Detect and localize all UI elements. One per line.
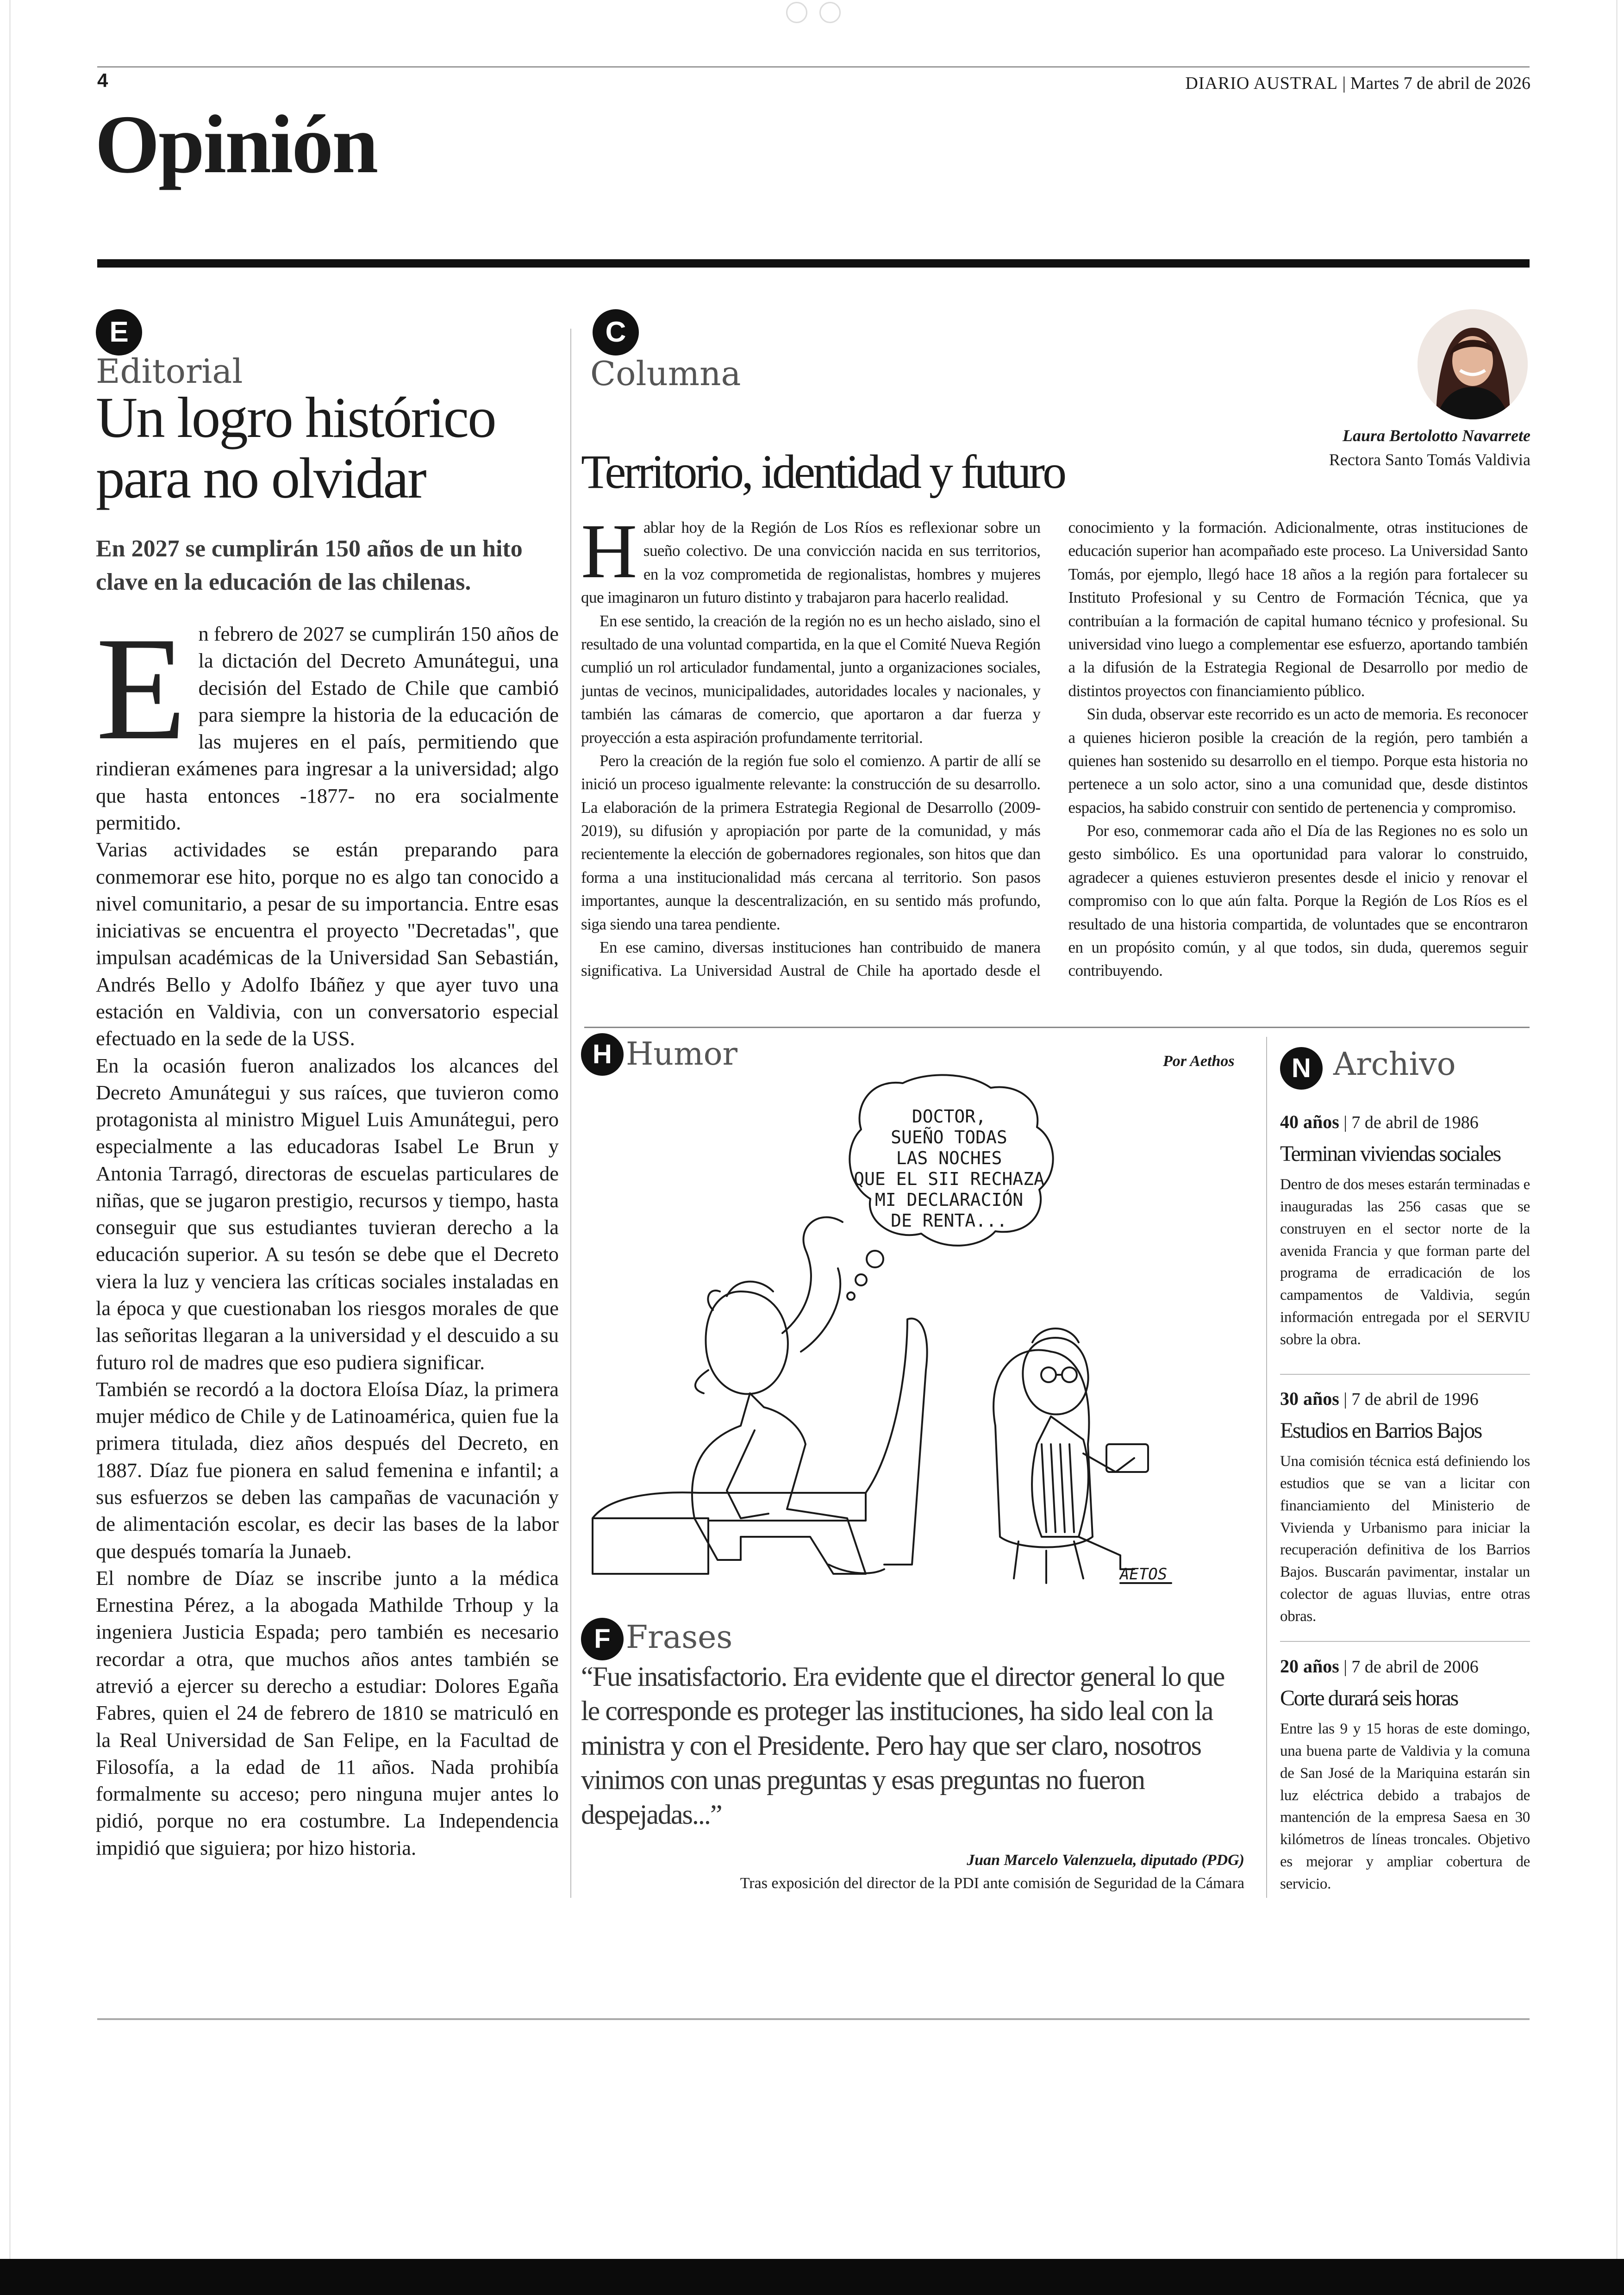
editorial-paragraph: También se recordó a la doctora Eloísa Díaz, la primera mujer médico de Chile y de Latinoamérica, quien fue la primera titulada, diez años después del Decreto, en 1887. Díaz fue pionera en salud femenina e infantil; a sus esfuerzos se deben las campañas de vacunación y de alimentación escolar, es decir las bases de la labor que después tomaría la Junaeb. — [96, 1377, 559, 1563]
footer-rule — [97, 2018, 1530, 2020]
humor-kicker: Humor — [626, 1036, 738, 1073]
editorial-paragraph: Varias actividades se están preparando para conmemorar ese hito, porque no es algo tan conocido a nivel comunitario, a pesar de su importancia. Entre esas iniciativas se encuentra el proyecto "Decretadas", que impulsan académicas de la Universidad San Sebastián, Andrés Bello y Adolfo Ibáñez y que ayer tuvo una estación en Valdivia, con un conversatorio especial efectuado en la sede de la USS. — [96, 838, 559, 1050]
archivo-date: 7 de abril de 1996 — [1351, 1390, 1479, 1409]
header-rule — [97, 66, 1530, 68]
frases-author: Juan Marcelo Valenzuela, diputado (PDG) — [967, 1852, 1244, 1869]
column-body — [581, 508, 1528, 983]
author-name: Laura Bertolotto Navarrete — [1343, 426, 1530, 445]
archivo-title: Terminan viviendas sociales — [1280, 1141, 1500, 1166]
column-paragraph: Por eso, conmemorar cada año el Día de las Regiones no es solo un gesto simbólico. Es una oportunidad para valorar lo construido, agradecer a quienes estuvieron presentes desde el inicio y renovar el compromiso con lo que aún falta. Porque la Región de Los Ríos es el resultado de una historia compartida, de voluntades que se encontraron en un propósito común, y al que todos, sin duda, queremos seguir contribuyendo. — [1068, 822, 1528, 980]
speech-line: MI DECLARACIÓN — [874, 1190, 1024, 1210]
cartoonist-signature: AETOS — [1119, 1565, 1168, 1584]
archivo-kicker: Archivo — [1333, 1046, 1456, 1083]
archivo-date-line: 30 años | 7 de abril de 1996 — [1280, 1388, 1479, 1409]
cartoon-illustration — [588, 1074, 1255, 1611]
speech-line: QUE EL SII RECHAZA — [854, 1169, 1044, 1189]
frases-badge-icon: F — [581, 1618, 624, 1660]
archivo-item — [1280, 1655, 1530, 1896]
frases-quote: “Fue insatisfactorio. Era evidente que el director general lo que le corresponde es proteger las instituciones, ha sido leal con la ministra y con el Presidente. Pero hay que ser claro, nosotros vinimos con unas preguntas y esas preguntas no fueron despejadas...” — [581, 1661, 1224, 1830]
frases-kicker: Frases — [626, 1619, 733, 1656]
archivo-item — [1280, 1111, 1530, 1351]
archivo-badge-icon: N — [1280, 1047, 1323, 1090]
speech-line: SUEÑO TODAS — [891, 1127, 1007, 1148]
editorial-kicker: Editorial — [96, 352, 243, 391]
archivo-body: Una comisión técnica está definiendo los estudios que se van a licitar con financiamiento del Ministerio de Vivienda y Urbanismo para iniciar la recuperación definitiva de los Barrios Bajos. Buscarán pavimentar, instalar un colector de aguas lluvias, entre otras obras. — [1280, 1453, 1530, 1625]
archivo-date-line: 40 años | 7 de abril de 1986 — [1280, 1111, 1479, 1132]
issue-date: Martes 7 de abril de 2026 — [1350, 74, 1530, 93]
column-title: Territorio, identidad y futuro — [581, 445, 1065, 499]
newspaper-name: DIARIO AUSTRAL — [1185, 74, 1338, 93]
page-number: 4 — [97, 69, 108, 91]
editorial-lead: En 2027 se cumplirán 150 años de un hito clave en la educación de las chilenas. — [96, 536, 523, 595]
archivo-divider — [1280, 1374, 1530, 1375]
editorial-paragraph: n febrero de 2027 se cumplirán 150 años de la dictación del Decreto Amunátegui, una decisión del Estado de Chile que cambió para siempre la historia de la educación de las mujeres en el país, permitiendo que rindieran exámenes para ingresar a la universidad; algo que hasta entonces -1877- no era socialmente permitido. — [96, 622, 559, 834]
column-kicker: Columna — [590, 354, 741, 393]
author-role: Rectora Santo Tomás Valdivia — [1329, 450, 1530, 469]
column-dropcap: H — [581, 508, 637, 594]
speech-line: DOCTOR, — [912, 1106, 987, 1127]
archivo-body: Entre las 9 y 15 horas de este domingo, una buena parte de Valdivia y la comuna de San José de la Mariquina estarán sin luz eléctrica debido a trabajos de mantención de la empresa Saesa en 30 kilómetros de líneas troncales. Objetivo es mejorar y ampliar cobertura de servicio. — [1280, 1721, 1530, 1892]
section-rule — [97, 259, 1530, 268]
archivo-years: 40 años — [1280, 1111, 1339, 1132]
column-divider — [1266, 1037, 1267, 1898]
archivo-date: 7 de abril de 1986 — [1351, 1113, 1479, 1132]
speech-line: LAS NOCHES — [896, 1148, 1002, 1168]
column-paragraph: Hablar hoy de la Región de Los Ríos es reflexionar sobre un sueño colectivo. De una convicción nacida en sus territorios, en la voz comprometida de regionalistas, hombres y mujeres que imaginaron un futuro distinto y trabajaron para hacerlo realidad. — [581, 508, 1041, 607]
column-paragraph: Sin duda, observar este recorrido es un acto de memoria. Es reconocer a quienes hicieron posible la creación de la región, pero también a quienes han sostenido su desarrollo en el tiempo. Porque esta historia no pertenece a un solo actor, sino a una comunidad que, desde distintos espacios, ha sabido construir con sentido de pertenencia y compromiso. — [1068, 705, 1528, 817]
editorial-dropcap: E — [96, 607, 187, 771]
archivo-title: Corte durará seis horas — [1280, 1686, 1458, 1710]
humor-badge-icon: H — [581, 1033, 624, 1076]
archivo-title: Estudios en Barrios Bajos — [1280, 1418, 1481, 1443]
masthead: DIARIO AUSTRAL | Martes 7 de abril de 2026 — [1185, 74, 1530, 93]
ghost-circle-icon — [786, 2, 807, 23]
editorial-paragraph: En la ocasión fueron analizados los alcances del Decreto Amunátegui y sus raíces, que tuvieron como protagonista al ministro Miguel Luis Amunátegui, pero especialmente a las educadoras Isabel Le Brun y Antonia Tarragó, directoras de escuelas particulares de niñas, que se jugaron prestigio, recursos y tiempo, hasta conseguir que sus estudiantes tuvieran derecho a la educación superior. A su tesón se debe que el Decreto viera la luz y venciera las críticas sociales instaladas en la época y que cuestionaban los riesgos morales de que las señoritas llegaran a la universidad y el descuido a su futuro rol de madres que eso pudiera significar. — [96, 1054, 559, 1374]
archivo-date: 7 de abril de 2006 — [1351, 1657, 1479, 1677]
archivo-item — [1280, 1388, 1530, 1628]
column-paragraph: Pero la creación de la región fue solo el comienzo. A partir de allí se inició un proceso igualmente relevante: la construcción de su desarrollo. La elaboración de la primera Estrategia Regional de Desarrollo (2009-2019), su difusión y apropiación por parte de la comunidad, y más recientemente la elección de gobernadores regionales, son hitos que dan forma a una institucionalidad más cercana al territorio. Son pasos importantes, aunque la descentralización, en su sentido más profundo, siga siendo una tarea pendiente. — [581, 751, 1041, 933]
column-paragraph: En ese camino, diversas instituciones han contribuido de manera significativa. La Universidad Austral de Chile ha aportado desde el conocimiento y la formación. Adicionalmente, otras instituciones de educación superior han acompañado este proceso. La Universidad Santo Tomás, por ejemplo, llegó hace 18 años a la región para fortalecer su Instituto Profesional y su Centro de Formación Técnica, que ya contribuían a la formación de capital humano técnico y profesional. Su universidad vino luego a complementar ese esfuerzo, aportando también a la difusión de la Estrategia Regional de Desarrollo por medio de distintos proyectos con financiamiento público. — [581, 518, 1528, 980]
section-divider — [584, 1027, 1530, 1028]
archivo-years: 20 años — [1280, 1656, 1339, 1677]
archivo-years: 30 años — [1280, 1388, 1339, 1409]
column-badge-icon: C — [593, 309, 639, 355]
archivo-date-line: 20 años | 7 de abril de 2006 — [1280, 1656, 1479, 1677]
archivo-body: Dentro de dos meses estarán terminadas e inauguradas las 256 casas que se construyen en el sector norte de la avenida Francia y que forman parte del programa de erradicación de los campamentos de Valdivia, según información entregada por el SERVIU sobre la obra. — [1280, 1176, 1530, 1348]
column-paragraph: En ese sentido, la creación de la región no es un hecho aislado, sino el resultado de una voluntad compartida, en la que el Comité Nueva Región cumplió un rol articulador fundamental, junto a organizaciones sociales, juntas de vecinos, municipalidades, autoridades locales y nacionales, y también las cámaras de comercio, que aportaron a dar fuerza y proyección a esta aspiración profundamente territorial. — [581, 611, 1041, 747]
editorial-body — [96, 607, 559, 1861]
editorial-title: Un logro histórico para no olvidar — [96, 386, 495, 511]
archivo-divider — [1280, 1641, 1530, 1642]
bottom-bar — [0, 2259, 1624, 2295]
editorial-badge-icon: E — [96, 309, 142, 355]
column-divider — [570, 329, 571, 1898]
editorial-paragraph: El nombre de Díaz se inscribe junto a la médica Ernestina Pérez, a la abogada Mathilde Trhoup y la ingeniera Justicia Espada; pero también es necesario recordar a otra, que muchos años antes también se atrevió a ejercer su derecho a estudiar: Dolores Egaña Fabres, quien el 24 de febrero de 1810 se matriculó en la Real Universidad de San Felipe, en la Facultad de Filosofía, a la edad de 11 años. Nada prohibía formalmente su acceso; pero ninguna mujer antes lo pidió, porque no era costumbre. La Independencia impidió que siguiera; por hizo historia. — [96, 1566, 559, 1859]
humor-byline: Por Aethos — [1163, 1053, 1235, 1070]
cartoon — [588, 1074, 1255, 1611]
speech-line: DE RENTA... — [891, 1210, 1007, 1231]
frases-context: Tras exposición del director de la PDI ante comisión de Seguridad de la Cámara — [740, 1875, 1244, 1892]
author-photo — [1418, 309, 1528, 419]
ghost-circle-icon — [819, 2, 841, 23]
section-title: Opinión — [95, 98, 377, 190]
